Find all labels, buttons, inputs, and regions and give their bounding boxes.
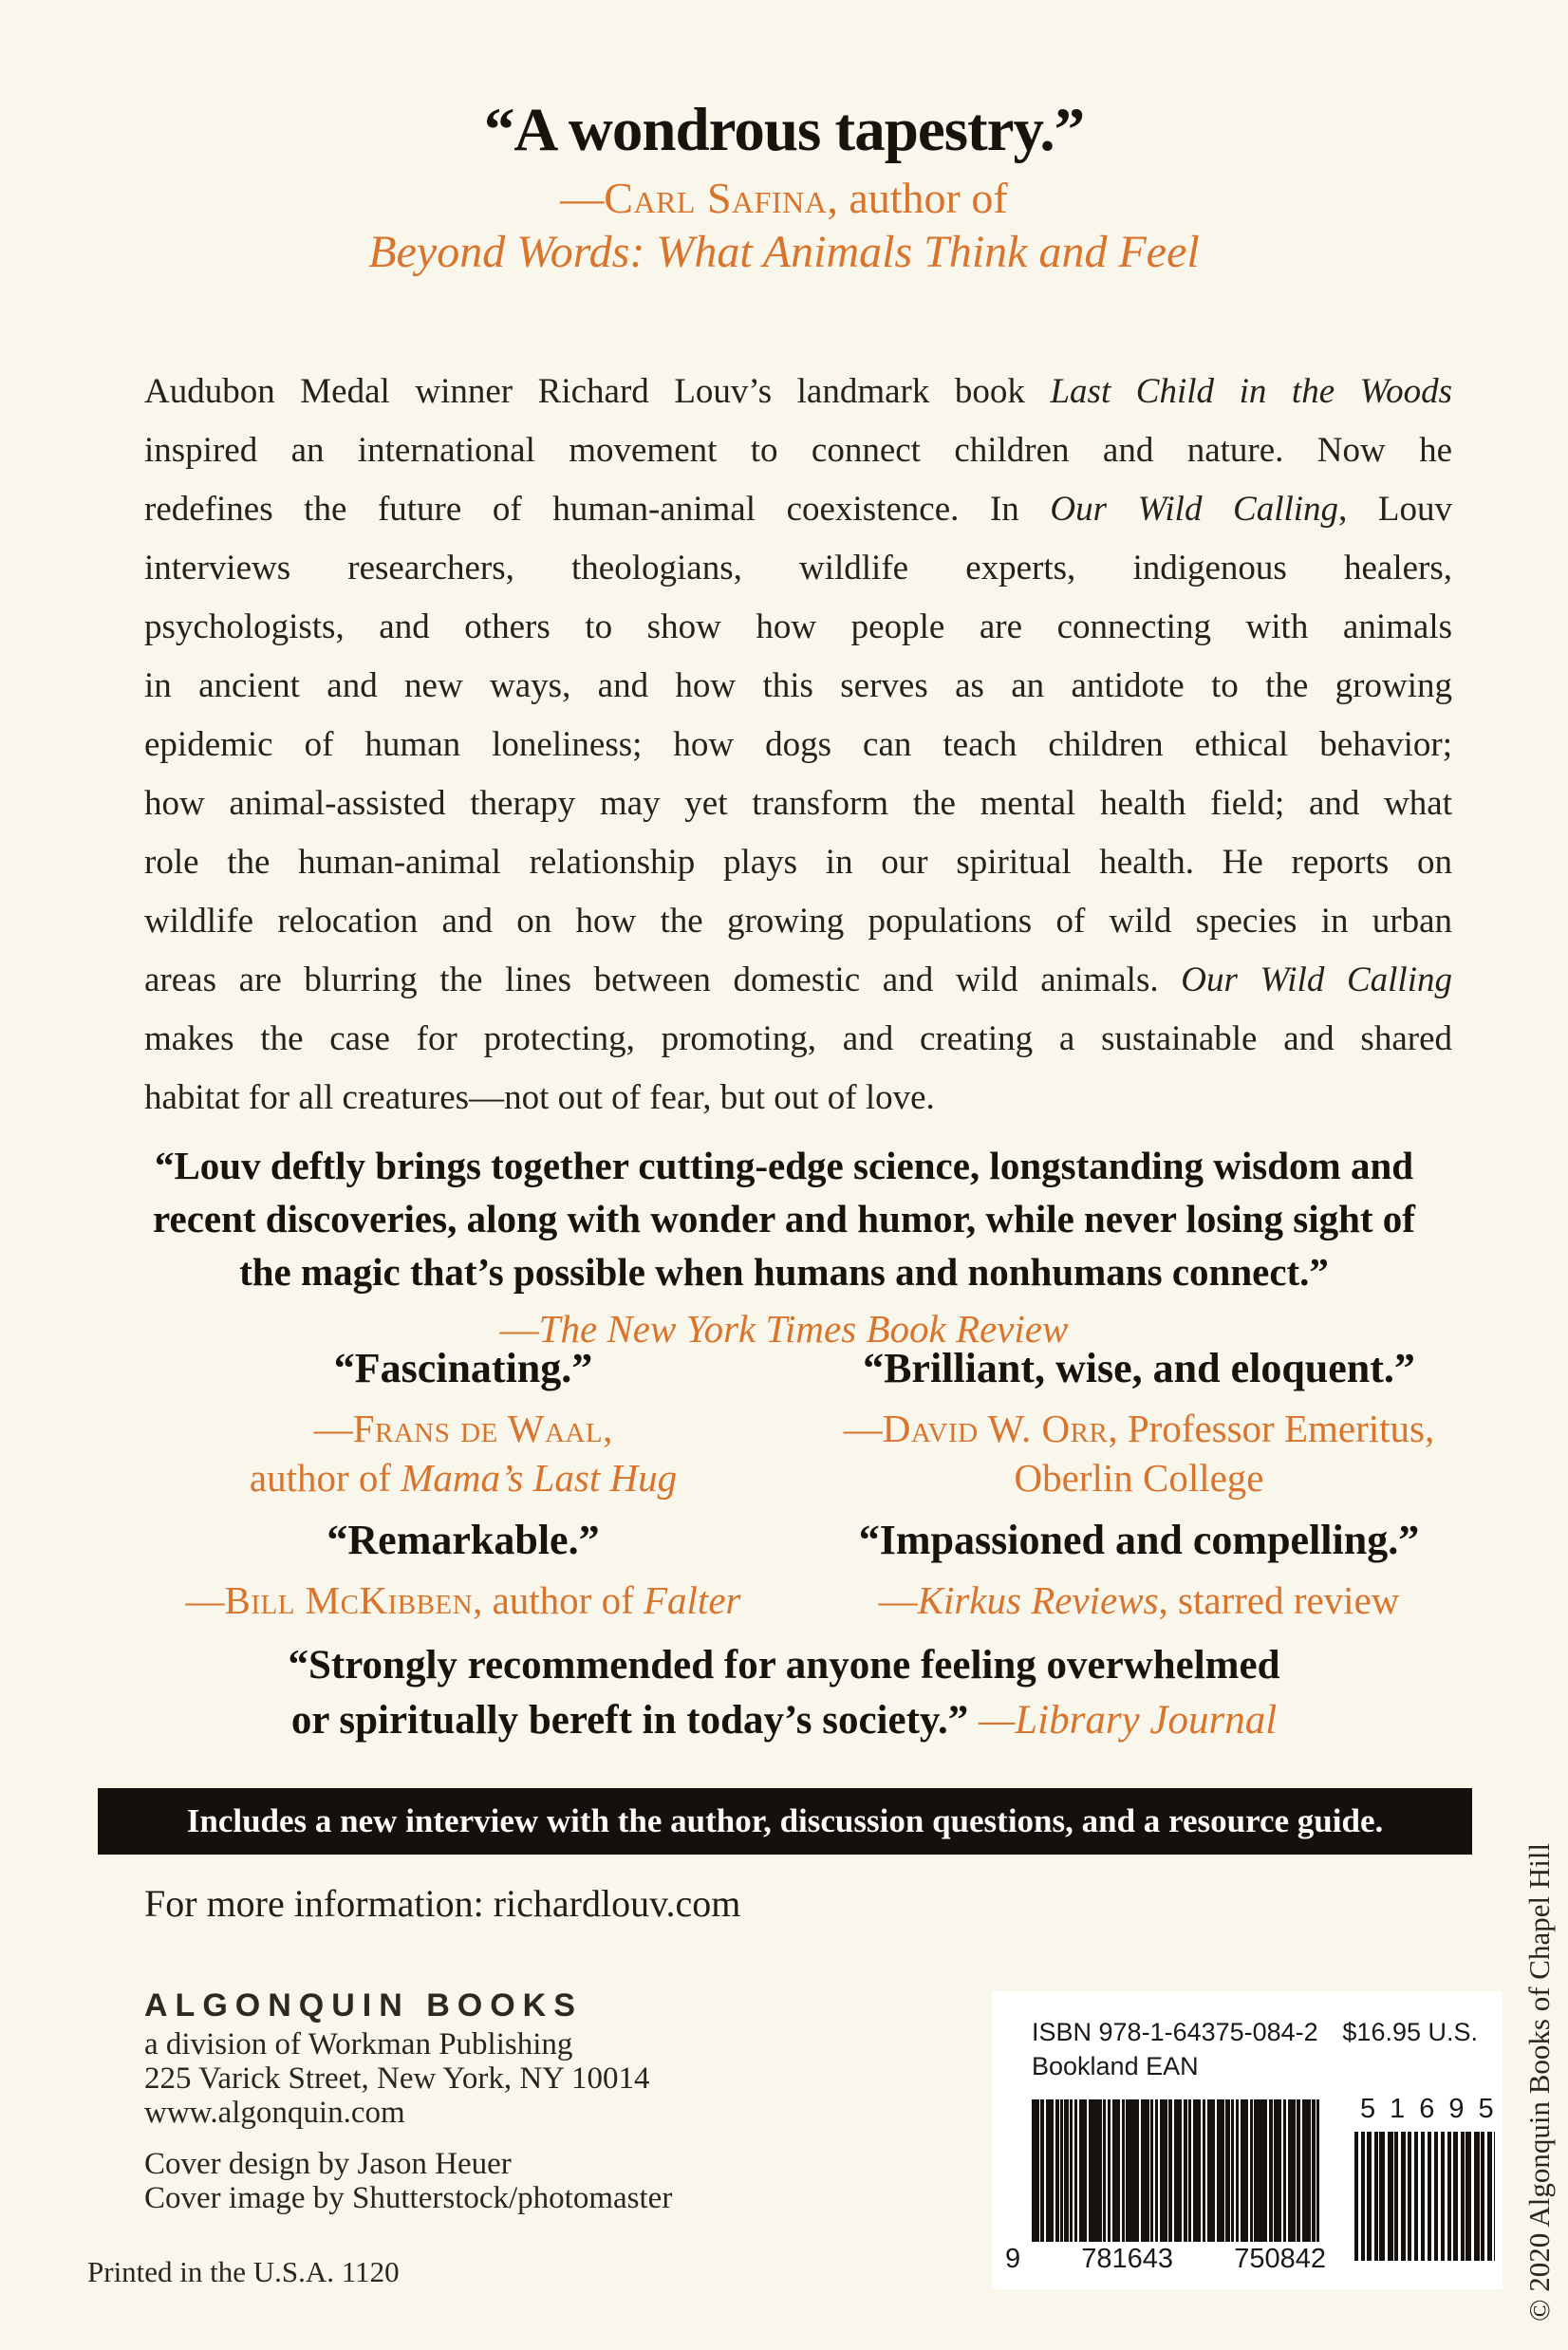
printed-in-usa-line: Printed in the U.S.A. 1120 (87, 2255, 400, 2288)
publisher-website: www.algonquin.com (144, 2096, 405, 2130)
ean-barcode (1032, 2099, 1320, 2242)
review-quote-david-orr (816, 1344, 1462, 1502)
bonus-content-banner (98, 1788, 1472, 1855)
ean-digit-lead: 9 (1005, 2244, 1021, 2274)
quote-text: “Impassioned and compelling.” (858, 1517, 1420, 1563)
review-quote-bill-mckibben (110, 1516, 816, 1625)
review-quote-frans-de-waal (110, 1344, 816, 1502)
quote-attribution: —David W. Orr, Professor Emeritus, Oberlin College (843, 1407, 1435, 1500)
quote-attribution: —Kirkus Reviews, starred review (878, 1578, 1400, 1622)
headline-quote: “A wondrous tapestry.” (483, 96, 1085, 164)
vertical-copyright-credit: © 2020 Algonquin Books of Chapel Hill (1522, 1842, 1556, 2322)
ean-barcode-digits (1005, 2244, 1326, 2275)
cover-image-credit: Cover image by Shutterstock/photomaster (144, 2181, 673, 2215)
more-information-line: For more information: richardlouv.com (144, 1882, 741, 1925)
banner-text: Includes a new interview with the author, discussion questions, and a resource guide. (186, 1802, 1384, 1839)
nyt-review-quote: “Louv deftly brings together cutting-edge science, longstanding wisdom and recent discoveries, along with wonder and humor, while never losing sight of the magic that’s possible when humans and nonhumans connect.” (153, 1144, 1415, 1294)
price-addon-barcode (1354, 2132, 1495, 2261)
bookland-ean-label: Bookland EAN (1032, 2052, 1199, 2080)
headline-attribution-work-title: Beyond Words: What Animals Think and Feel (368, 227, 1200, 277)
review-quote-kirkus (816, 1516, 1462, 1625)
quote-text: “Fascinating.” (333, 1345, 593, 1391)
price-addon-digits: 51695 (1360, 2094, 1508, 2124)
quote-attribution: —Frans de Waal, author of Mama’s Last Hug (249, 1407, 678, 1500)
cover-design-credit: Cover design by Jason Heuer (144, 2147, 512, 2181)
ean-digit-group-1: 781643 (1081, 2244, 1174, 2274)
isbn-number: ISBN 978-1-64375-084-2 (1032, 2018, 1318, 2046)
headline-attribution: —Carl Safina, author of (560, 174, 1008, 222)
publisher-division: a division of Workman Publishing (144, 2027, 573, 2061)
nyt-review-attribution: —The New York Times Book Review (499, 1307, 1069, 1351)
publisher-name: ALGONQUIN BOOKS (144, 1987, 583, 2024)
book-description: Audubon Medal winner Richard Louv’s landmark book Last Child in the Woods inspired an international movement to connect children and nature. Now he redefines the future of human-animal coexistence. In Our Wild Calling, Louv interviews researchers, theologians, wildlife experts, indigenous healers, psychologists, and others to show how people are connecting with animals in ancient and new ways, and how this serves as an antidote to the growing epidemic of human loneliness; how dogs can teach children ethical behavior; how animal-assisted therapy may yet transform the mental health field; and what role the human-animal relationship plays in our spiritual health. He reports on wildlife relocation and on how the growing populations of wild species in urban areas are blurring the lines between domestic and wild animals. Our Wild Calling makes the case for protecting, promoting, and creating a sustainable and shared habitat for all creatures—not out of fear, but out of love. (144, 372, 1452, 1117)
price-label: $16.95 U.S. (1342, 2018, 1478, 2046)
barcode-panel (992, 1991, 1508, 2289)
quote-text: “Remarkable.” (327, 1517, 600, 1563)
ean-digit-group-2: 750842 (1234, 2244, 1326, 2274)
quote-text: “Brilliant, wise, and eloquent.” (863, 1345, 1415, 1391)
quote-attribution: —Bill McKibben, author of Falter (185, 1578, 741, 1622)
library-journal-quote: “Strongly recommended for anyone feeling overwhelmed or spiritually bereft in today’s society.” —Library Journal (288, 1643, 1280, 1743)
publisher-address: 225 Varick Street, New York, NY 10014 (144, 2061, 650, 2096)
